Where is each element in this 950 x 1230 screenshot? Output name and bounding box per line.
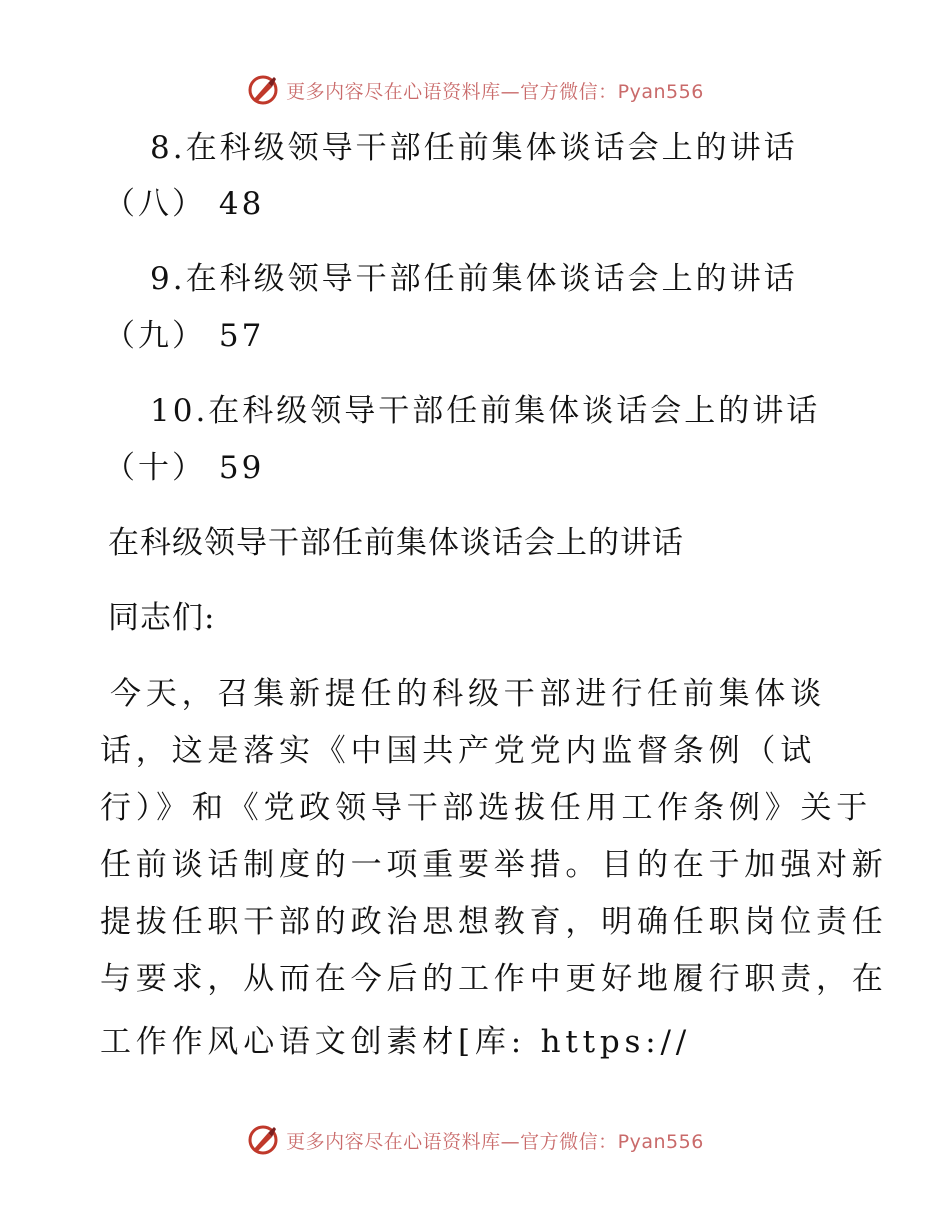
body-line-7: 工作作风心语文创素材[库: https:// (100, 1024, 691, 1060)
pen-nib-logo-icon (246, 1123, 280, 1157)
toc-item-9-title: 9.在科级领导干部任前集体谈话会上的讲话 (150, 261, 798, 297)
body-line-5: 提拔任职干部的政治思想教育，明确任职岗位责任 (100, 904, 888, 940)
document-heading: 在科级领导干部任前集体谈话会上的讲话 (108, 525, 684, 561)
pen-nib-logo-icon (246, 73, 280, 107)
body-line-3: 行）》和《党政领导干部选拔任用工作条例》关于 (100, 790, 873, 826)
body-line-1: 今天，召集新提任的科级干部进行任前集体谈 (110, 676, 826, 712)
banner-text: 更多内容尽在心语资料库—官方微信：Pyan556 (286, 80, 704, 103)
toc-item-9-page: （九） 57 (104, 318, 265, 354)
banner-text: 更多内容尽在心语资料库—官方微信：Pyan556 (286, 1130, 704, 1153)
body-line-6: 与要求，从而在今后的工作中更好地履行职责，在 (100, 961, 888, 997)
toc-item-8-page: （八） 48 (104, 186, 265, 222)
body-line-4: 任前谈话制度的一项重要举措。目的在于加强对新 (100, 847, 888, 883)
toc-item-10-page: （十） 59 (104, 450, 265, 486)
toc-item-8-title: 8.在科级领导干部任前集体谈话会上的讲话 (150, 130, 798, 166)
toc-item-10-title: 10.在科级领导干部任前集体谈话会上的讲话 (150, 393, 821, 429)
header-banner (0, 70, 950, 110)
salutation: 同志们: (108, 600, 216, 636)
footer-banner (0, 1120, 950, 1160)
body-line-2: 话，这是落实《中国共产党党内监督条例（试 (100, 733, 816, 769)
